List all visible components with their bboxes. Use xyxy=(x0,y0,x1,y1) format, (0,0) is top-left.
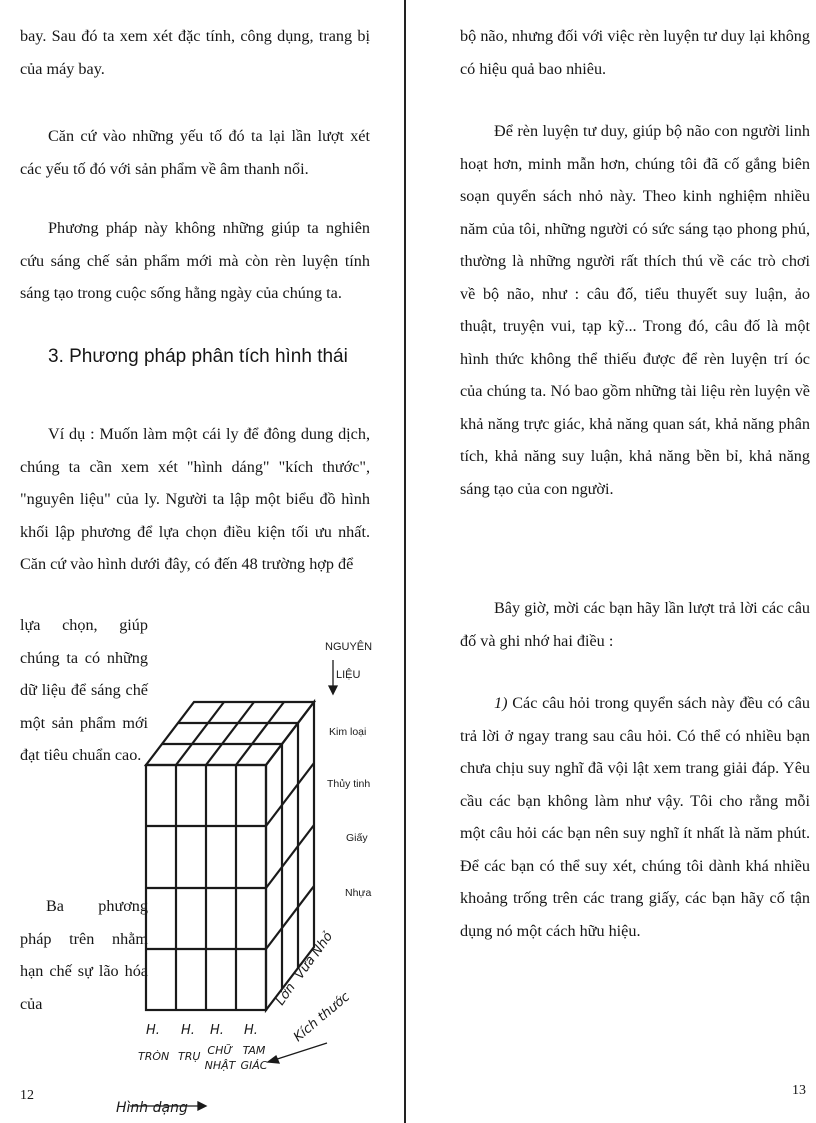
morphological-cube-figure xyxy=(0,0,404,1123)
page-divider xyxy=(404,0,406,1123)
material-label-3: Nhựa xyxy=(345,887,372,899)
right-paragraph-1: bộ não, nhưng đối với việc rèn luyện tư duy lại không có hiệu quả bao nhiêu. xyxy=(460,27,810,78)
shape-title: Hình dạng xyxy=(116,1100,188,1116)
right-page xyxy=(408,0,816,1123)
right-paragraph-4-text: Các câu hỏi trong quyển sách này đều có câu trả lời ở ngay trang sau câu hỏi. Có thể có nhiều bạn chưa chịu suy nghĩ đã vội lật xem trang giải đáp. Yêu cầu các bạn không làm như vậy. Tôi cho rằng mỗi một câu hỏi các bạn nên suy nghĩ ít nhất là năm phút. Để các bạn có thể suy xét, chúng tôi dành khá nhiều khoảng trống trên các trang giấy, các bạn hãy cố tận dụng nó một cách hữu hiệu. xyxy=(460,694,811,940)
left-paragraph-1: bay. Sau đó ta xem xét đặc tính, công dụng, trang bị của máy bay. xyxy=(20,27,370,78)
material-label-0: Kim loại xyxy=(329,726,367,738)
size-title: Kích thước xyxy=(290,989,353,1046)
left-page xyxy=(0,0,404,1123)
right-paragraph-2: Để rèn luyện tư duy, giúp bộ não con người linh hoạt hơn, minh mẫn hơn, chúng tôi đã cố gắng biên soạn quyển sách nhỏ này. Theo kinh nghiệm nhiều năm của tôi, những người có sức sáng tạo phong phú, thường là những người rất thích thú về các trò chơi về bộ não, như : câu đố, tiểu thuyết suy luận, ảo thuật, truyện vui, tạp kỹ... Trong đó, câu đố là một hình thức không thể thiếu được để rèn luyện trí óc của chúng ta. Nó bao gồm những tài liệu rèn luyện về khả năng trực giác, khả năng quan sát, khả năng phân tích, khả năng suy luận, khả năng bền bỉ, khả năng sáng tạo của con người. xyxy=(460,122,810,498)
left-paragraph-6: Ba phương pháp trên nhằm hạn chế sự lão hóa của xyxy=(20,897,148,1013)
shape-label-2: CHỮ NHẬT xyxy=(204,1044,236,1072)
material-arrow-icon xyxy=(329,686,337,694)
size-label-2: Nhỏ xyxy=(308,929,337,960)
section-heading: 3. Phương pháp phân tích hình thái xyxy=(48,346,348,367)
right-page-number: 13 xyxy=(792,1083,806,1098)
right-paragraph-4 xyxy=(460,687,810,947)
left-paragraph-2: Căn cứ vào những yếu tố đó ta lại lần lượt xét các yếu tố đó với sản phẩm về âm thanh nổi. xyxy=(20,127,370,178)
shape-label-top-1: H. xyxy=(181,1023,195,1038)
right-paragraph-3: Bây giờ, mời các bạn hãy lần lượt trả lời các câu đố và ghi nhớ hai điều : xyxy=(460,599,810,650)
left-paragraph-5: lựa chọn, giúp chúng ta có những dữ liệu để sáng chế một sản phẩm mới đạt tiêu chuẩn cao. xyxy=(20,616,148,764)
shape-arrow-icon xyxy=(198,1102,206,1110)
material-label-1: Thủy tinh xyxy=(327,778,371,790)
shape-label-0: TRÒN xyxy=(138,1050,170,1063)
left-paragraph-4: Ví dụ : Muốn làm một cái ly để đông dung dịch, chúng ta cần xem xét "hình dáng" "kích thước", "nguyên liệu" của ly. Người ta lập một biểu đồ hình khối lập phương để lựa chọn điều kiện tối ưu nhất. Căn cứ vào hình dưới đây, có đến 48 trường hợp để xyxy=(20,425,370,573)
material-label-2: Giấy xyxy=(346,832,368,844)
shape-label-top-3: H. xyxy=(244,1023,258,1038)
shape-label-top-0: H. xyxy=(146,1023,160,1038)
material-title-2: LIỆU xyxy=(336,669,361,681)
size-label-0: Lớn xyxy=(272,980,299,1009)
right-paragraph-4-number: 1) xyxy=(494,694,508,712)
left-paragraph-3: Phương pháp này không những giúp ta nghiên cứu sáng chế sản phẩm mới mà còn rèn luyện tính sáng tạo trong cuộc sống hằng ngày của chúng ta. xyxy=(20,219,370,302)
shape-label-3: TAM GIÁC xyxy=(240,1044,268,1072)
shape-label-top-2: H. xyxy=(210,1023,224,1038)
material-title-1: NGUYÊN xyxy=(325,641,373,653)
shape-label-1: TRỤ xyxy=(178,1050,201,1063)
size-label-1: Vừa xyxy=(291,953,319,983)
left-page-number: 12 xyxy=(20,1088,34,1103)
